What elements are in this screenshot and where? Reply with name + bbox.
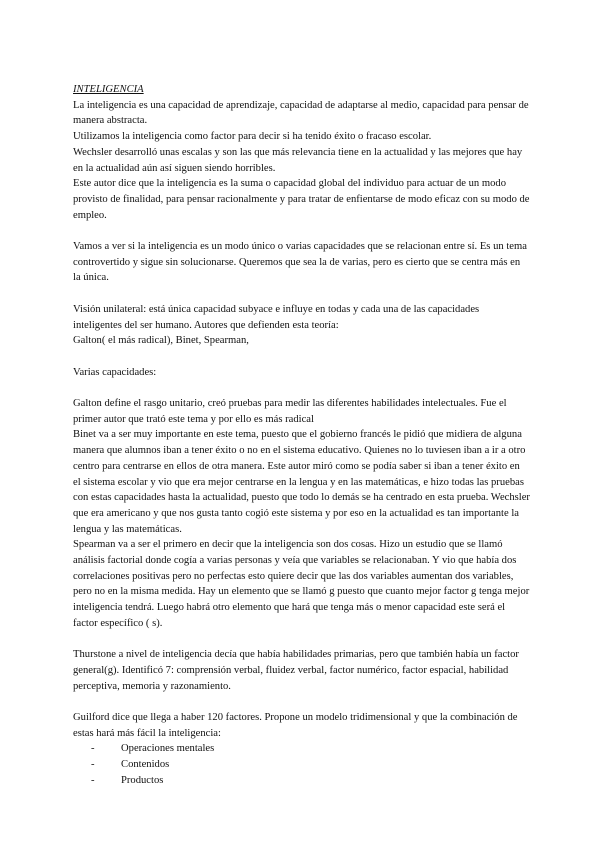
paragraph-unique-or-multiple: Vamos a ver si la inteligencia es un modo único o varias capacidades que se relacionan entre sí. Es un tema controvertido y sigue sin solucionarse. Queremos que sea la de varias, pero es cierto que se centra más en la única. bbox=[73, 241, 527, 284]
paragraph-multiple-capacities: Varias capacidades: bbox=[73, 366, 157, 378]
spacer bbox=[73, 223, 530, 239]
document-title: INTELIGENCIA bbox=[73, 84, 144, 95]
paragraph-galton: Galton define el rasgo unitario, creó pruebas para medir las diferentes habilidades intelectuales. Fue el primer autor que trató este tema y por ello es más radical bbox=[73, 398, 507, 425]
list-item: - Productos bbox=[91, 773, 530, 789]
paragraph-usage: Utilizamos la inteligencia como factor para decir si ha tenido éxito o fracaso escolar. bbox=[73, 131, 432, 143]
paragraph-spearman: Spearman va a ser el primero en decir que la inteligencia son dos cosas. Hizo un estudio que se llamó análisis factorial donde cogía a varias personas y veía que variables se relacionaban. Y vio que había dos correlaciones positivas pero no perfectas esto quiere decir que las dos variables aumentan dos variables, pero no en la misma medida. Hay un elemento que se llamó g puesto que cuanto mejor factor g tenga mejor inteligencia tendrá. Luego habrá otro elemento que hará que tenga más o menor capacidad este será el factor específico ( s). bbox=[73, 539, 530, 629]
paragraph-wechsler: Wechsler desarrolló unas escalas y son las que más relevancia tiene en la actualidad y las mejores que hay en la actualidad aún así siguen siendo horribles. bbox=[73, 146, 523, 174]
spacer bbox=[73, 694, 530, 710]
paragraph-guilford: Guilford dice que llega a haber 120 factores. Propone un modelo tridimensional y que la combinación de estas hará más fácil la inteligencia: bbox=[73, 712, 518, 739]
list-item: - Contenidos bbox=[91, 757, 530, 773]
spacer bbox=[73, 380, 530, 396]
spacer bbox=[73, 632, 530, 648]
paragraph-unilateral-view: Visión unilateral: está única capacidad subyace e influye en todas y cada una de las capacidades inteligentes del ser humano. Autores que defienden esta teoría: bbox=[73, 303, 480, 331]
list-item: - Operaciones mentales bbox=[91, 741, 530, 757]
paragraph-authors: Galton( el más radical), Binet, Spearman, bbox=[73, 335, 249, 347]
paragraph-definition: La inteligencia es una capacidad de aprendizaje, capacidad de adaptarse al medio, capacidad para pensar de manera abstracta. bbox=[73, 99, 529, 127]
guilford-dimensions-list bbox=[73, 741, 530, 788]
paragraph-binet: Binet va a ser muy importante en este tema, puesto que el gobierno francés le pidió que midiera de alguna manera que alumnos iban a tener éxito o no en el sistema educativo. Quienes no lo tuviesen iban a ir a otro centro para centrarse en ellos de otra manera. Este autor miró como se podía saber si iban a tener éxito en el sistema escolar y vio que era mejor centrarse en la lengua y en las matemáticas, e hizo todas las pruebas con estas capacidades hasta la actualidad, puesto que todo lo demás se ha centrado en esta prueba. Wechsler que era americano y que nos gusta tanto cogió este sistema y por eso en la actualidad es tan importante la lengua y las matemáticas. bbox=[73, 429, 530, 535]
paragraph-thurstone: Thurstone a nivel de inteligencia decía que había habilidades primarias, pero que también había un factor general(g). Identificó 7: comprensión verbal, fluidez verbal, factor numérico, factor espacial, habilidad perceptiva, memoria y razonamiento. bbox=[73, 649, 519, 692]
paragraph-wechsler-definition: Este autor dice que la inteligencia es la suma o capacidad global del individuo para actuar de un modo provisto de finalidad, para pensar racionalmente y para tratar de enfientarse de modo eficaz con su modo de empleo. bbox=[73, 178, 530, 221]
spacer bbox=[73, 349, 530, 365]
spacer bbox=[73, 286, 530, 302]
